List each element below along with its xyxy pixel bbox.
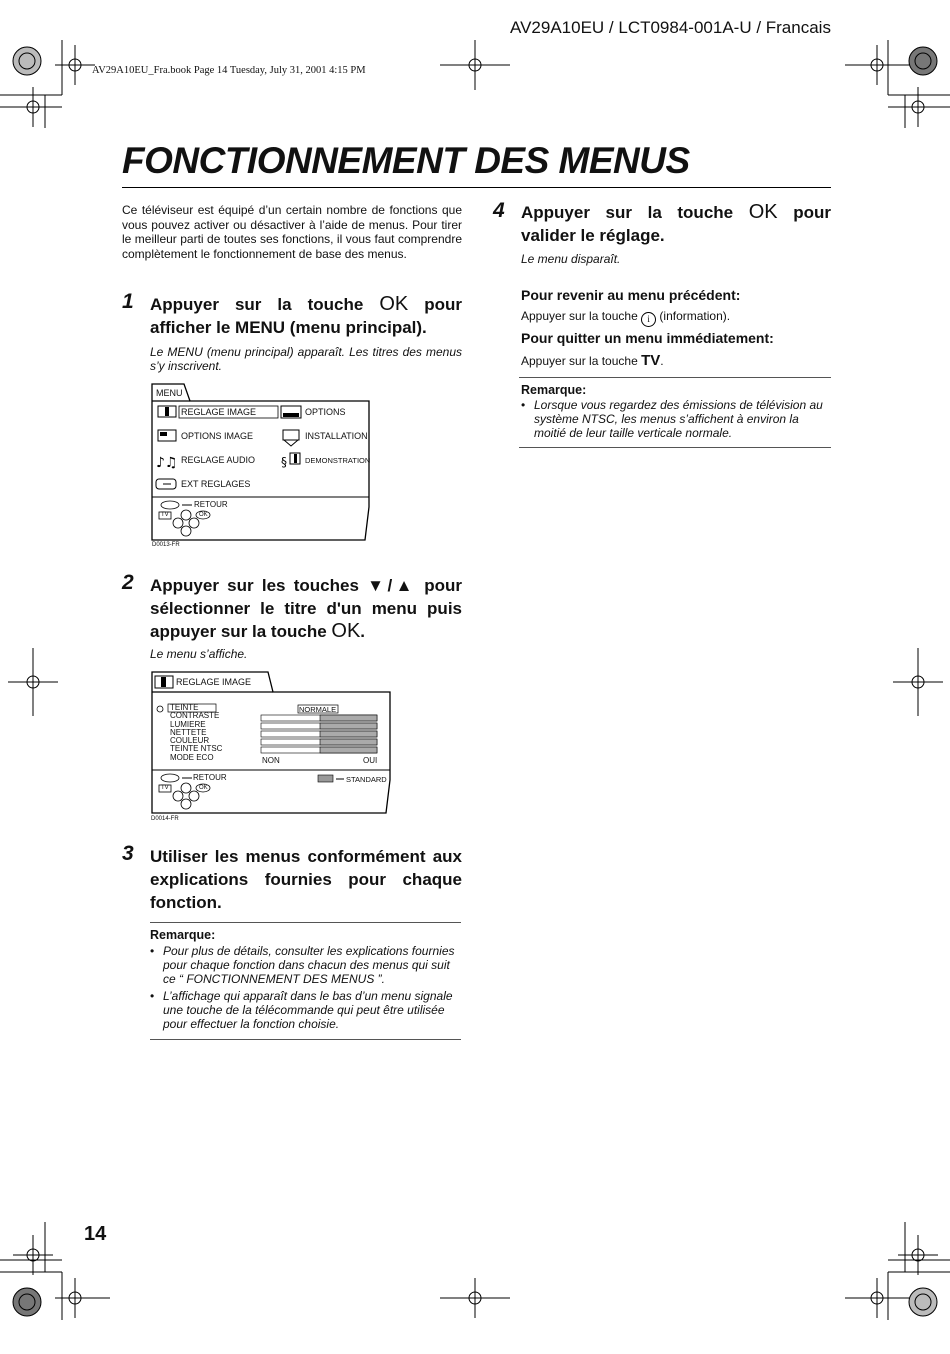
step-3-number: 3 xyxy=(122,842,134,865)
menu-item-demonstration: DEMONSTRATION xyxy=(305,456,371,465)
step-2-note: Le menu s’affiche. xyxy=(150,647,248,661)
remark-item: • Pour plus de détails, consulter les explications fournies pour chaque fonction dans chacun des menus qui suit ce “ FONCTIONNEMENT DES MENUS ”. xyxy=(150,944,456,986)
menu-item-reglage-image: REGLAGE IMAGE xyxy=(181,407,257,417)
book-line: AV29A10EU_Fra.book Page 14 Tuesday, July 31, 2001 4:15 PM xyxy=(92,65,366,76)
page-title: FONCTIONNEMENT DES MENUS xyxy=(122,140,690,181)
remark-top-rule xyxy=(519,377,831,378)
remark-bottom-rule xyxy=(150,1039,461,1040)
tv-key-label: TV xyxy=(161,512,169,518)
menu-tab-label: REGLAGE IMAGE xyxy=(176,677,252,687)
step-1-number: 1 xyxy=(122,290,134,313)
menu-item-installation: INSTALLATION xyxy=(305,431,368,441)
svg-text:♪♫: ♪♫ xyxy=(156,455,178,471)
menu-item-nettete: NETTETE xyxy=(170,727,207,737)
quit-instruction: Appuyer sur la touche TV. xyxy=(521,352,664,369)
back-heading: Pour revenir au menu précédent: xyxy=(521,287,741,303)
figure-code: D0013-FR xyxy=(152,542,180,548)
ok-key-label: OK xyxy=(379,293,409,315)
menu-item-ext-reglages: EXT REGLAGES xyxy=(181,479,251,489)
document-id: AV29A10EU / LCT0984-001A-U / Francais xyxy=(510,18,831,37)
menu-item-lumiere: LUMIERE xyxy=(170,719,206,729)
menu-item-options-image: OPTIONS IMAGE xyxy=(181,431,254,441)
menu-tab-label: MENU xyxy=(156,388,183,398)
remark-list xyxy=(521,398,827,443)
menu-item-couleur: COULEUR xyxy=(170,736,210,746)
svg-text:§: § xyxy=(281,455,287,469)
menu-item-teinte-ntsc: TEINTE NTSC xyxy=(170,744,223,754)
remark-title: Remarque: xyxy=(150,928,216,942)
remark-top-rule xyxy=(150,922,461,923)
remark-item: • L’affichage qui apparaît dans le bas d’un menu signale une touche de la télécommande qui peut être utilisée pour effectuer la fonction choisie. xyxy=(150,989,456,1031)
reglage-image-menu-diagram xyxy=(150,670,392,828)
remark-item: • Lorsque vous regardez des émissions de télévision au système NTSC, les menus s’affichent à environ la moitié de leur taille verticale normale. xyxy=(521,398,827,440)
retour-label: RETOUR xyxy=(193,773,227,782)
ok-key-label: OK xyxy=(199,785,208,791)
step-1-note: Le MENU (menu principal) apparaît. Les titres des menus s’y inscrivent. xyxy=(150,345,462,373)
step-4-note: Le menu disparaît. xyxy=(521,252,621,266)
step-2-text: Appuyer sur les touches ▼/▲ pour sélectionner le titre d'un menu puis appuyer sur la touche OK. xyxy=(150,576,462,642)
intro-paragraph: Ce téléviseur est équipé d’un certain nombre de fonctions que vous pouvez activer ou désactiver à l’aide de menus. Pour tirer le meilleur parti de toutes ses fonctions, il vous faut comprendre complètement le fonctionnement de base des menus. xyxy=(122,203,462,261)
step-4-text: Appuyer sur la touche OK pour valider le réglage. xyxy=(521,201,831,245)
step-3-text: Utiliser les menus conformément aux explications fournies pour chaque fonction. xyxy=(150,847,462,912)
retour-label: RETOUR xyxy=(194,500,228,509)
non-label: NON xyxy=(262,756,280,765)
standard-label: STANDARD xyxy=(346,775,387,784)
menu-item-contraste: CONTRASTE xyxy=(170,711,220,721)
page-number: 14 xyxy=(84,1223,107,1245)
menu-item-reglage-audio: REGLAGE AUDIO xyxy=(181,455,256,465)
menu-item-options: OPTIONS xyxy=(305,407,346,417)
menu-items-list xyxy=(170,704,222,762)
quit-heading: Pour quitter un menu immédiatement: xyxy=(521,330,774,346)
menu-item-teinte: TEINTE xyxy=(170,703,199,712)
menu-item-mode-eco: MODE ECO xyxy=(170,752,214,762)
remark-list xyxy=(150,944,456,1034)
tv-key-label: TV xyxy=(161,785,169,791)
main-menu-diagram xyxy=(150,382,372,552)
oui-label: OUI xyxy=(363,756,378,765)
normale-value: NORMALE xyxy=(299,705,337,714)
step-1-text: Appuyer sur la touche OK pour afficher le MENU (menu principal). xyxy=(150,293,463,337)
remark-title: Remarque: xyxy=(521,383,587,397)
remark-bottom-rule xyxy=(519,447,831,448)
step-4-number: 4 xyxy=(493,199,505,222)
info-icon: i xyxy=(641,312,656,327)
title-rule xyxy=(122,187,831,188)
tv-key-label: TV xyxy=(641,352,661,369)
step-2-number: 2 xyxy=(122,571,134,594)
ok-key-label: OK xyxy=(748,201,778,223)
figure-code: D0014-FR xyxy=(151,816,179,822)
back-instruction: Appuyer sur la touche i (information). xyxy=(521,309,730,327)
ok-key-label: OK xyxy=(199,512,208,518)
ok-key-label: OK xyxy=(331,620,361,642)
